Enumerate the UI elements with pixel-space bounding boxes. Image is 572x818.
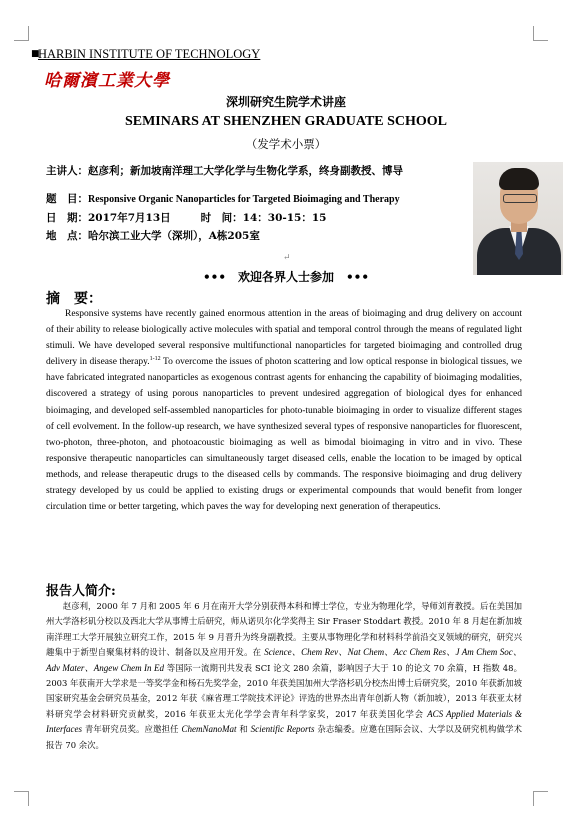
page-corner-mark	[14, 791, 29, 806]
speaker-photo	[473, 162, 563, 275]
date-label: 日 期：	[46, 212, 88, 224]
welcome-line: ••• 欢迎各界人士参加 •••	[202, 270, 370, 284]
seminar-title-en: SEMINARS AT SHENZHEN GRADUATE SCHOOL	[124, 114, 448, 129]
place-row	[46, 228, 260, 243]
bio-journal-scirep: Scientific Reports	[250, 724, 315, 735]
seminar-subtitle: （发学术小票）	[245, 137, 327, 151]
bio-body	[46, 599, 522, 753]
time-value: 14：30-15：15	[242, 212, 327, 224]
bio-text-5: 杂志编委。应邀在国际会议、大学以及研究机构做学术报告 70 余次。	[46, 724, 523, 750]
abstract-heading: 摘 要：	[46, 291, 102, 307]
paragraph-mark-icon: ↵	[283, 253, 291, 263]
page-corner-mark	[533, 791, 548, 806]
time-label: 时 间：	[200, 212, 243, 224]
university-logo: 哈爾濱工業大學	[44, 71, 170, 91]
datetime-row	[46, 210, 326, 225]
reference-marker: 1-12	[149, 356, 161, 363]
speaker-value: 赵彦利；新加坡南洋理工大学化学与生物化学系，终身副教授、博导	[88, 165, 403, 177]
place-label: 地 点：	[46, 230, 88, 242]
place-value: 哈尔滨工业大学（深圳），A栋205室	[88, 230, 260, 242]
institution-name[interactable]: HARBIN INSTITUTE OF TECHNOLOGY	[38, 47, 261, 61]
bullet-icon: ■	[31, 49, 40, 59]
seminar-title-cn: 深圳研究生院学术讲座	[225, 95, 346, 109]
bio-journal-chemnanomat: ChemNanoMat	[181, 724, 237, 735]
page-corner-mark	[533, 26, 548, 41]
bio-journal-list: Science、Chem Rev、Nat Chem、Acc Chem Res、J Am Chem Soc、Adv Mater、Angew Chem In Ed	[46, 647, 522, 673]
bio-text-3: 青年研究员奖。应邀担任	[82, 724, 182, 735]
abstract-text-2: To overcome the issues of photon scattering and low optical response in biological tissues, we have fabricated integrated nanoparticles as exogenous contrast agents for enhancing the capability of bioimaging modalities, discovered a strategy of using porous nanoparticles to prevent undesired aggregation of biological dyes for enhanced bioimaging, and developed self-assembled nanoparticles for photo-tunable bioimaging in order to visualize different stages of cell evolvement. In the follow-up research, we have synthesized several types of responsive nanoparticles for fluorescent, two-photon, three-photon, and photoacoustic bioimaging as well as bimodal bioimaging in vitro and in vivo. These responsive therapeutic nanoparticles can simultaneously target diseased cells, enable the location to be imaged by optical methods, and release therapeutic drugs to the diseased cells by commands. The responsive bioimaging and drug delivery strategy developed by us could be applied to existing drugs or experimental compounds that would benefit from longer circulation time or better targeting, which paves the way for developing next generation of therapeutics.	[46, 357, 522, 513]
bio-journal-acs: ACS Applied Materials & Interfaces	[46, 708, 522, 735]
abstract-text-1: Responsive systems have recently gained enormous attention in the areas of bioimaging and drug delivery on account of their ability to release biologically active molecules with spatial and temporal control through the means of regulated light stimuli. We have developed several responsive multifunctional nanoparticles for targeted bioimaging and controlled drug delivery in disease therapy.	[46, 309, 522, 368]
page-corner-mark	[14, 26, 29, 41]
abstract-body	[46, 306, 522, 515]
date-value: 2017年7月13日	[88, 212, 171, 224]
bio-text-2: 等国际一流期刊共发表 SCI 论文 280 余篇，影响因子大于 10 的论文 70 余篇，H 指数 48。2003 年获南开大学求是一等奖学金和杨石先奖学金，2010 年获美国加州大学洛杉矶分校杰出博士后研究奖，2010 年获新加坡国家研究基金会研究员基金，2012 年获《麻省理工学院技术评论》评选的世界杰出青年创新人物（新加坡），2013 年获亚太材料研究学会材料研究贡献奖，2016 年获亚太光化学学会青年科学家奖，2017 年获美国化学会	[46, 662, 522, 719]
speaker-row	[46, 163, 403, 178]
bio-text-4: 和	[236, 724, 251, 735]
topic-row	[46, 191, 400, 206]
bio-heading: 报告人简介:	[46, 584, 116, 599]
bio-text-1: 赵彦利，2000 年 7 月和 2005 年 6 月在南开大学分别获得本科和博士学位，专业为物理化学，导师刘育教授。后在美国加州大学洛杉矶分校以及西北大学从事博士后研究，师从诺贝尔化学奖得主 Sir Fraser Stoddart 教授。2010 年 8 月起在新加坡南洋理工大学开展独立研究工作，2015 年 9 月晋升为终身副教授。主要从事物理化学和材料科学前沿交叉领域的研究，研究兴趣集中于新型自聚集材料的设计、制备以及应用开发。在	[46, 601, 522, 658]
topic-label: 题 目：	[46, 193, 88, 205]
speaker-label: 主讲人：	[46, 165, 88, 177]
topic-value: Responsive Organic Nanoparticles for Targeted Bioimaging and Therapy	[88, 194, 400, 205]
